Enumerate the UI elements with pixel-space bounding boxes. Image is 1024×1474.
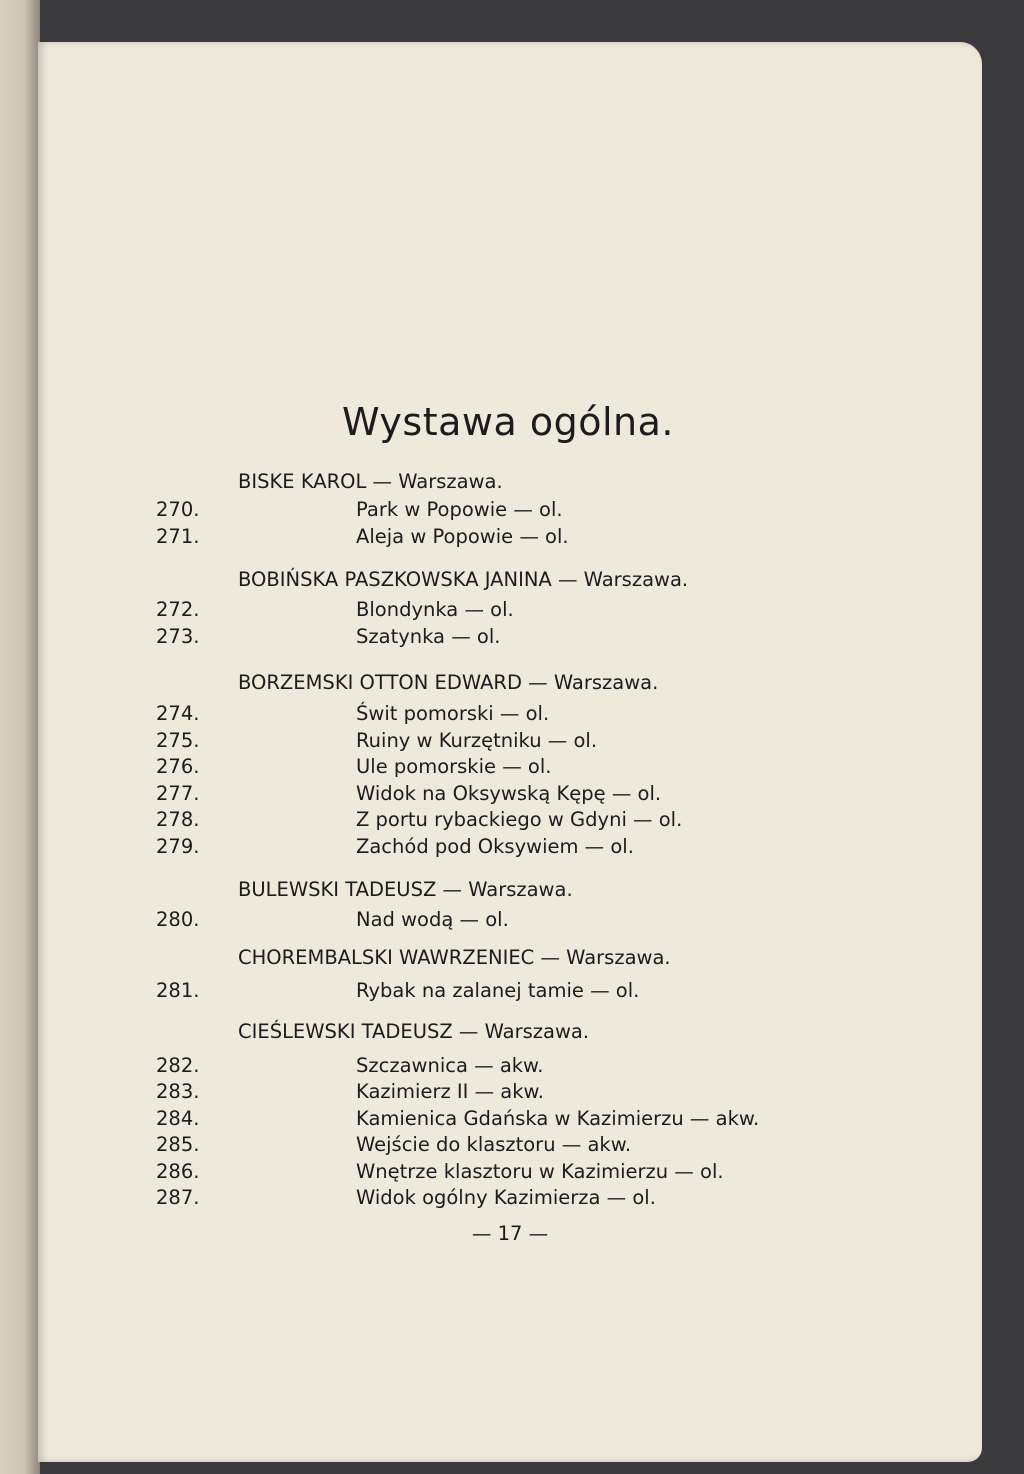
item-number: 286. [156, 1160, 200, 1183]
item-title: Blondynka — ol. [356, 598, 514, 621]
item-title: Ule pomorskie — ol. [356, 755, 552, 778]
artist-heading: BULEWSKI TADEUSZ — Warszawa. [238, 878, 573, 901]
item-title: Widok ogólny Kazimierza — ol. [356, 1186, 656, 1209]
item-title: Wnętrze klasztoru w Kazimierzu — ol. [356, 1160, 724, 1183]
item-number: 285. [156, 1133, 200, 1156]
item-title: Rybak na zalanej tamie — ol. [356, 979, 640, 1002]
item-number: 279. [156, 835, 200, 858]
artist-heading: BOBIŃSKA PASZKOWSKA JANINA — Warszawa. [238, 568, 689, 591]
artist-heading: BORZEMSKI OTTON EDWARD — Warszawa. [238, 671, 659, 694]
item-number: 276. [156, 755, 200, 778]
item-title: Kamienica Gdańska w Kazimierzu — akw. [356, 1107, 760, 1130]
artist-heading: CIEŚLEWSKI TADEUSZ — Warszawa. [238, 1020, 590, 1043]
artist-heading: BISKE KAROL — Warszawa. [238, 470, 503, 493]
item-number: 280. [156, 908, 200, 931]
item-number: 277. [156, 782, 200, 805]
item-title: Ruiny w Kurzętniku — ol. [356, 729, 598, 752]
item-title: Widok na Oksywską Kępę — ol. [356, 782, 662, 805]
page-number: — 17 — [471, 1222, 549, 1245]
item-number: 283. [156, 1080, 200, 1103]
catalog-page [38, 42, 982, 1462]
item-title: Kazimierz II — akw. [356, 1080, 544, 1103]
item-number: 273. [156, 625, 200, 648]
item-number: 274. [156, 702, 200, 725]
item-title: Szatynka — ol. [356, 625, 501, 648]
item-number: 275. [156, 729, 200, 752]
item-number: 282. [156, 1054, 200, 1077]
item-number: 287. [156, 1186, 200, 1209]
item-number: 272. [156, 598, 200, 621]
artist-heading: CHOREMBALSKI WAWRZENIEC — Warszawa. [238, 946, 671, 969]
item-number: 284. [156, 1107, 200, 1130]
item-title: Wejście do klasztoru — akw. [356, 1133, 632, 1156]
item-title: Świt pomorski — ol. [356, 702, 550, 725]
item-title: Szczawnica — akw. [356, 1054, 544, 1077]
adjacent-page-edge [0, 0, 40, 1474]
item-title: Zachód pod Oksywiem — ol. [356, 835, 634, 858]
item-number: 270. [156, 498, 200, 521]
item-number: 281. [156, 979, 200, 1002]
item-number: 278. [156, 808, 200, 831]
item-title: Park w Popowie — ol. [356, 498, 563, 521]
item-title: Nad wodą — ol. [356, 908, 509, 931]
item-title: Z portu rybackiego w Gdyni — ol. [356, 808, 683, 831]
page-title: Wystawa ogólna. [342, 400, 674, 444]
item-title: Aleja w Popowie — ol. [356, 525, 569, 548]
item-number: 271. [156, 525, 200, 548]
